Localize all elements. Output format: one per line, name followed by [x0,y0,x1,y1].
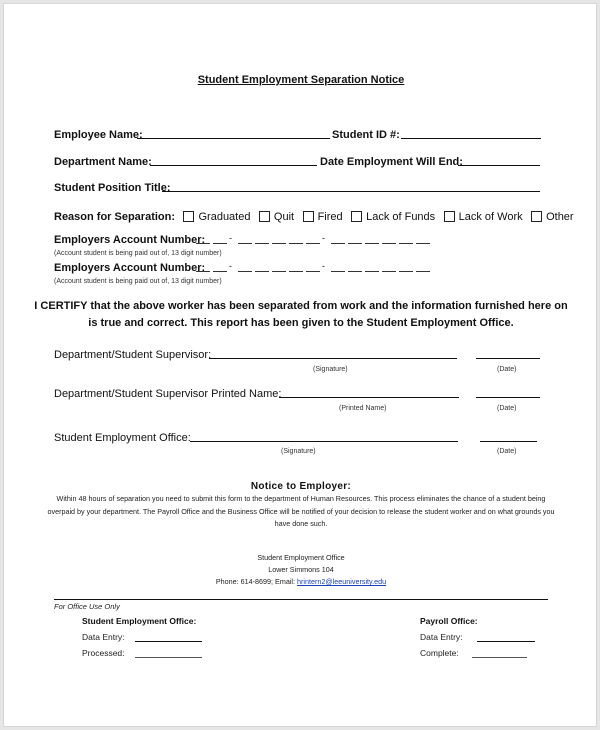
account-digit-blank[interactable] [238,271,252,272]
notice-body: Within 48 hours of separation you need to submit this form to the department of Human Resources. This process eliminates the chance of a student being overpaid by your department. The Payroll Office and the Business Office will be notified of your decision to release the student worker and on what grounds you have done such. [47,494,555,528]
option-lack-of-funds: Lack of Funds [366,211,436,223]
checkbox-lack-of-work[interactable] [444,211,455,222]
signature-caption-1: (Signature) [313,366,348,373]
department-name-label: Department Name: [54,156,152,168]
office-use-label: For Office Use Only [54,602,120,611]
signature-caption-3: (Signature) [281,448,316,455]
reason-label: Reason for Separation: [54,211,176,223]
account-digit-blank[interactable] [416,271,430,272]
account-number-label-1: Employers Account Number: [54,234,206,246]
supervisor-printed-name-date-field[interactable] [476,397,540,398]
office-location: Lower Simmons 104 [268,565,334,574]
account-digit-blank[interactable] [272,243,286,244]
account-digit-blank[interactable] [306,243,320,244]
account-digit-blank[interactable] [213,271,227,272]
account-digit-blank[interactable] [399,243,413,244]
account-digit-blank[interactable] [348,243,362,244]
checkbox-graduated[interactable] [183,211,194,222]
account-digit-blank[interactable] [382,271,396,272]
printed-name-caption: (Printed Name) [339,405,387,412]
option-fired: Fired [317,211,343,223]
option-quit: Quit [273,211,295,223]
payroll-data-entry-label: Data Entry: [420,632,463,642]
checkbox-quit[interactable] [259,211,270,222]
account-digit-blank[interactable] [382,243,396,244]
student-employment-office-signature-field[interactable] [190,441,458,442]
account-digit-blank[interactable] [306,271,320,272]
account-digit-blank[interactable] [289,271,303,272]
account-separator-dash: - [322,233,325,243]
date-caption-1: (Date) [497,366,517,373]
account-digit-blank[interactable] [416,243,430,244]
option-graduated: Graduated [198,211,251,223]
supervisor-signature-label: Department/Student Supervisor: [54,349,212,361]
supervisor-printed-name-label: Department/Student Supervisor Printed Name: [54,388,282,400]
supervisor-printed-name-field[interactable] [279,397,459,398]
form-title: Student Employment Separation Notice [197,74,405,86]
student-employment-office-label: Student Employment Office: [54,432,191,444]
account-number-label-2: Employers Account Number: [54,262,206,274]
date-caption-3: (Date) [497,448,517,455]
account-note-1: (Account student is being paid out of, 13 digit number) [54,250,222,257]
checkbox-lack-of-funds[interactable] [351,211,362,222]
account-digit-blank[interactable] [196,271,210,272]
seo-data-entry-label: Data Entry: [82,632,125,642]
account-digit-blank[interactable] [213,243,227,244]
office-phone: Phone: 614-8699; Email: [215,577,296,586]
account-digit-blank[interactable] [272,271,286,272]
account-digit-blank[interactable] [238,243,252,244]
date-employment-end-field[interactable] [458,165,540,166]
account-note-2: (Account student is being paid out of, 13 digit number) [54,278,222,285]
date-caption-2: (Date) [497,405,517,412]
notice-title: Notice to Employer: [250,481,352,492]
employee-name-label: Employee Name: [54,129,143,141]
account-digit-blank[interactable] [196,243,210,244]
department-name-field[interactable] [150,165,317,166]
option-lack-of-work: Lack of Work [458,211,523,223]
office-name: Student Employment Office [257,553,345,562]
office-use-divider [54,599,548,600]
office-email-link[interactable]: hrintern2@leeuniversity.edu [297,577,387,586]
reason-row [54,207,574,225]
office-contact [4,577,598,586]
account-digit-blank[interactable] [255,271,269,272]
student-employment-office-date-field[interactable] [480,441,537,442]
account-digit-blank[interactable] [331,243,345,244]
payroll-complete-label: Complete: [420,648,459,658]
account-digit-blank[interactable] [289,243,303,244]
seo-heading: Student Employment Office: [82,616,197,626]
position-title-label: Student Position Title: [54,182,171,194]
account-digit-blank[interactable] [365,243,379,244]
certify-line-2: is true and correct. This report has been given to the Student Employment Office. [88,317,514,329]
position-title-field[interactable] [162,191,540,192]
employee-name-field[interactable] [137,138,330,139]
supervisor-signature-field[interactable] [209,358,457,359]
account-digit-blank[interactable] [255,243,269,244]
seo-processed-label: Processed: [82,648,125,658]
form-page [3,3,597,727]
payroll-heading: Payroll Office: [420,616,478,626]
checkbox-fired[interactable] [303,211,314,222]
account-separator-dash: - [322,261,325,271]
account-digit-blank[interactable] [331,271,345,272]
seo-data-entry-field[interactable] [135,641,202,642]
account-separator-dash: - [229,261,232,271]
account-digit-blank[interactable] [365,271,379,272]
date-employment-end-label: Date Employment Will End: [320,156,463,168]
account-separator-dash: - [229,233,232,243]
seo-processed-field[interactable] [135,657,202,658]
payroll-data-entry-field[interactable] [477,641,535,642]
account-digit-blank[interactable] [348,271,362,272]
supervisor-signature-date-field[interactable] [476,358,540,359]
payroll-complete-field[interactable] [472,657,527,658]
certify-line-1: I CERTIFY that the above worker has been separated from work and the information furnished here on [34,300,568,312]
student-id-field[interactable] [401,138,541,139]
option-other: Other [546,211,574,223]
checkbox-other[interactable] [531,211,542,222]
account-digit-blank[interactable] [399,271,413,272]
student-id-label: Student ID #: [332,129,400,141]
